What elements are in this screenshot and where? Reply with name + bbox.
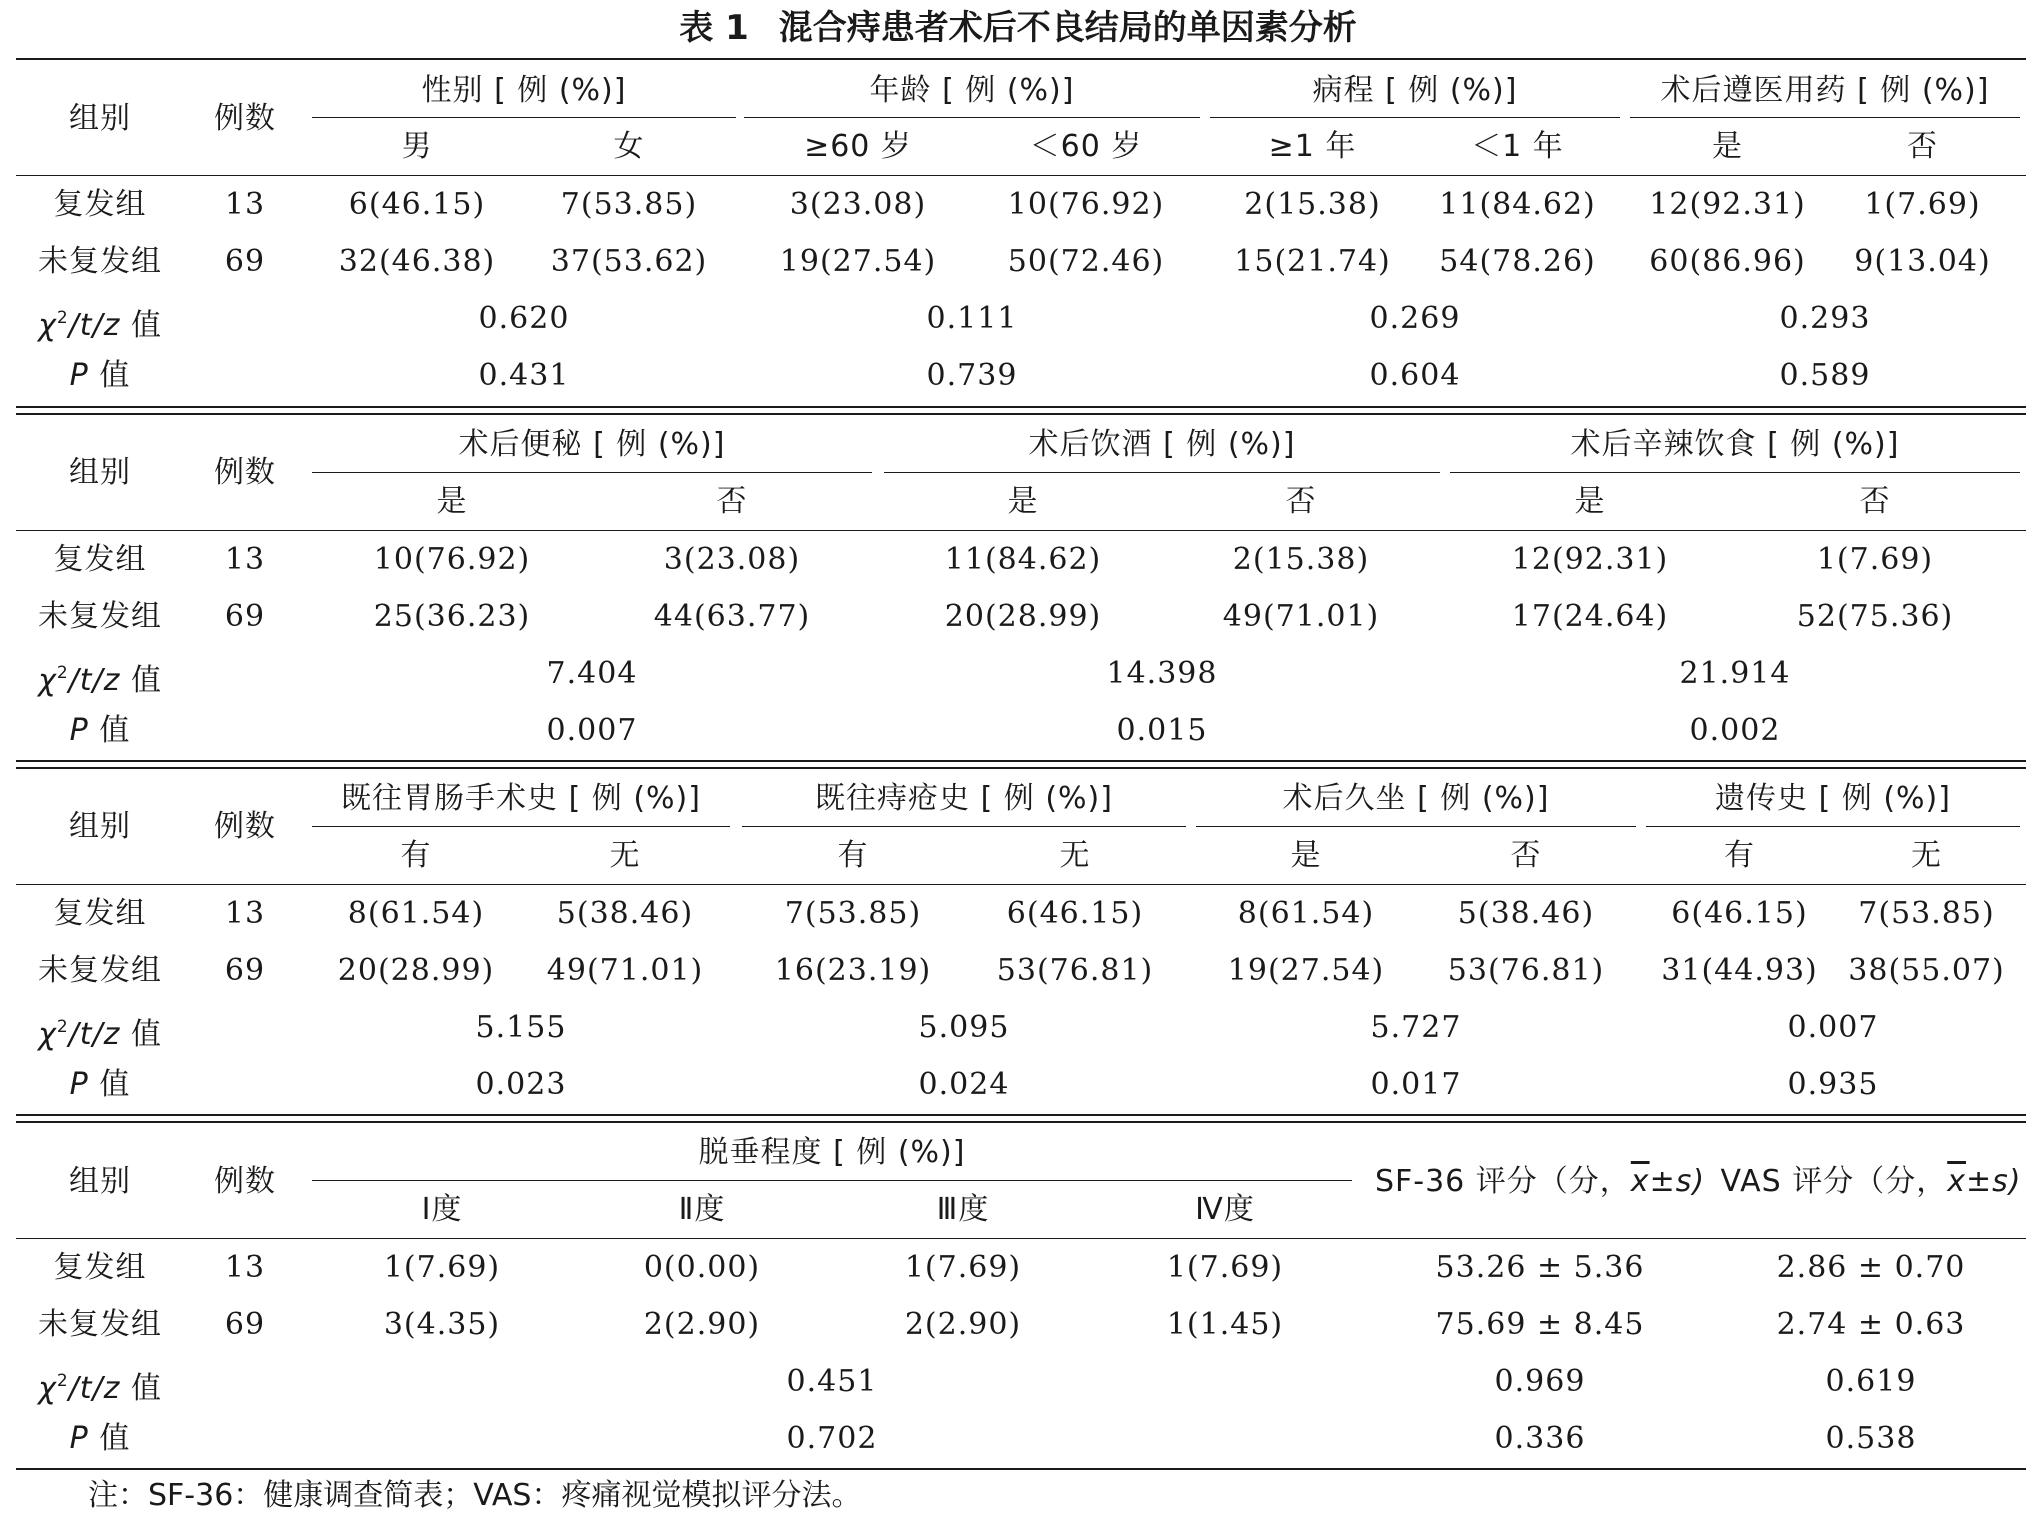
s4-sub-grade2: Ⅱ度 [678, 1192, 726, 1227]
s3-p-label: P 值 [69, 1067, 131, 1102]
section3-bottom-rule [16, 1114, 2026, 1116]
s1-header-medication: 术后遵医用药 [ 例 (%)] [1660, 73, 1990, 108]
section1-top-rule [16, 58, 2026, 60]
table-cell: 3(23.08) [663, 542, 801, 577]
s2-header-spicy: 术后辛辣饮食 [ 例 (%)] [1570, 427, 1900, 462]
s2-header-alcohol: 术后饮酒 [ 例 (%)] [1028, 427, 1296, 462]
table-bottom-rule [16, 1468, 2026, 1470]
table-cell: 7(53.85) [784, 896, 922, 931]
table-cell: 1(7.69) [1816, 542, 1934, 577]
table-cell: 2(2.90) [643, 1307, 761, 1342]
s1-p-sex: 0.431 [478, 358, 570, 393]
s3-sub-gi-no: 无 [609, 838, 641, 873]
table-cell: 50(72.46) [1007, 244, 1165, 279]
s3-stat-heredity: 0.007 [1787, 1010, 1879, 1045]
s2-p-alcohol: 0.015 [1116, 713, 1208, 748]
s3-stat-label: $\chi^2/t/z$ 值 [38, 1017, 162, 1052]
table-cell: 31(44.93) [1661, 953, 1818, 988]
s1-stat-sex: 0.620 [478, 301, 570, 336]
s1-stat-medication: 0.293 [1779, 301, 1871, 336]
table-cell: 52(75.36) [1796, 599, 1954, 634]
table-number: 表 1 [679, 8, 749, 48]
table-cell: 1(7.69) [383, 1250, 501, 1285]
table-footnote: 注：SF-36：健康调查简表；VAS：疼痛视觉模拟评分法。 [88, 1478, 862, 1513]
s3-row-recurrence-n: 13 [224, 896, 266, 931]
table-cell: 8(61.54) [1237, 896, 1375, 931]
s3-stat-hemo: 5.095 [918, 1010, 1010, 1045]
table-cell: 19(27.54) [779, 244, 937, 279]
s3-row-recurrence-label: 复发组 [53, 896, 147, 931]
s3-stat-gi: 5.155 [475, 1010, 567, 1045]
table-cell: 60(86.96) [1649, 244, 1806, 279]
s2-row-recurrence-label: 复发组 [53, 542, 147, 577]
table-cell: 5(38.46) [1457, 896, 1595, 931]
s3-sub-her-no: 无 [1911, 838, 1942, 873]
s3-row-nonrecurrence-label: 未复发组 [38, 953, 162, 988]
s4-header-vas: VAS 评分（分，$\overline{x}\pm s$) [1720, 1164, 2022, 1199]
s4-row-recurrence-n: 13 [224, 1250, 266, 1285]
s3-p-sedentary: 0.017 [1370, 1067, 1462, 1102]
s3-sub-sed-yes: 是 [1290, 838, 1322, 873]
table-cell: 2(2.90) [904, 1307, 1022, 1342]
s2-p-label: P 值 [69, 713, 131, 748]
s3-header-sedentary: 术后久坐 [ 例 (%)] [1282, 781, 1550, 816]
s2-row-nonrecurrence-n: 69 [224, 599, 266, 634]
table-cell: 7(53.85) [1858, 896, 1995, 931]
s2-row-nonrecurrence-label: 未复发组 [38, 599, 162, 634]
s1-p-age: 0.739 [926, 358, 1018, 393]
s1-row-nonrecurrence-label: 未复发组 [38, 244, 162, 279]
table-title-text: 混合痔患者术后不良结局的单因素分析 [778, 8, 1357, 48]
s3-row-nonrecurrence-n: 69 [224, 953, 266, 988]
s3-count-header: 例数 [214, 809, 276, 844]
s3-p-heredity: 0.935 [1787, 1067, 1879, 1102]
s3-sub-gi-yes: 有 [400, 838, 432, 873]
table-cell: 10(76.92) [373, 542, 531, 577]
s3-sub-sed-no: 否 [1510, 838, 1542, 873]
table-cell: 20(28.99) [337, 953, 495, 988]
table-cell: 1(7.69) [1864, 187, 1981, 222]
s2-count-header: 例数 [214, 455, 276, 490]
s2-stat-constipation: 7.404 [546, 656, 638, 691]
s3-stat-sedentary: 5.727 [1370, 1010, 1462, 1045]
s1-p-duration: 0.604 [1369, 358, 1461, 393]
s1-p-label: P 值 [69, 358, 131, 393]
table-cell: 1(7.69) [904, 1250, 1022, 1285]
s4-stat-vas: 0.619 [1825, 1364, 1917, 1399]
s2-group-header: 组别 [69, 455, 131, 490]
s1-row-recurrence-n: 13 [224, 187, 266, 222]
table-cell: 54(78.26) [1439, 244, 1596, 279]
s4-row-nonrecurrence-label: 未复发组 [38, 1307, 162, 1342]
s2-sub-spicy-no: 否 [1859, 484, 1891, 519]
table-cell: 37(53.62) [550, 244, 708, 279]
table-cell: 1(1.45) [1166, 1307, 1284, 1342]
s1-row-nonrecurrence-n: 69 [224, 244, 266, 279]
table-cell: 2.74 ± 0.63 [1776, 1307, 1966, 1342]
s1-sub-dur-ge1: ≥1 年 [1268, 129, 1357, 164]
table-cell: 53(76.81) [996, 953, 1154, 988]
s4-row-nonrecurrence-n: 69 [224, 1307, 266, 1342]
table-cell: 12(92.31) [1511, 542, 1669, 577]
table-cell: 17(24.64) [1511, 599, 1669, 634]
table-cell: 32(46.38) [338, 244, 496, 279]
s1-header-duration: 病程 [ 例 (%)] [1312, 73, 1518, 108]
table-cell: 10(76.92) [1007, 187, 1165, 222]
table-cell: 19(27.54) [1227, 953, 1385, 988]
s1-sub-age-ge60: ≥60 岁 [804, 129, 912, 164]
s1-group-header: 组别 [69, 101, 131, 136]
table-cell: 11(84.62) [1439, 187, 1596, 222]
table-cell: 2(15.38) [1232, 542, 1370, 577]
s1-stat-label: $\chi^2/t/z$ 值 [38, 308, 162, 343]
table-cell: 2(15.38) [1244, 187, 1381, 222]
s3-p-hemo: 0.024 [918, 1067, 1010, 1102]
table-cell: 6(46.15) [348, 187, 486, 222]
s1-p-medication: 0.589 [1779, 358, 1871, 393]
table-cell: 75.69 ± 8.45 [1435, 1307, 1645, 1342]
s1-sub-med-no: 否 [1907, 129, 1938, 164]
s3-header-heredity: 遗传史 [ 例 (%)] [1715, 781, 1951, 816]
table-cell: 49(71.01) [1222, 599, 1380, 634]
s4-sub-grade1: Ⅰ度 [421, 1192, 463, 1227]
table-cell: 0(0.00) [643, 1250, 761, 1285]
table-cell: 49(71.01) [546, 953, 704, 988]
table-title [0, 4, 2036, 52]
section2-bottom-rule [16, 760, 2026, 762]
s4-p-sf36: 0.336 [1494, 1421, 1586, 1456]
s1-row-recurrence-label: 复发组 [53, 187, 147, 222]
table-cell: 2.86 ± 0.70 [1776, 1250, 1966, 1285]
section3-top-rule [16, 767, 2026, 769]
table-cell: 53(76.81) [1447, 953, 1605, 988]
table-cell: 25(36.23) [373, 599, 531, 634]
s4-count-header: 例数 [214, 1164, 276, 1199]
s2-p-spicy: 0.002 [1689, 713, 1781, 748]
table-cell: 16(23.19) [774, 953, 932, 988]
s4-group-header: 组别 [69, 1164, 131, 1199]
s1-header-age: 年龄 [ 例 (%)] [869, 73, 1075, 108]
s2-stat-spicy: 21.914 [1679, 656, 1791, 691]
table-cell: 3(23.08) [789, 187, 927, 222]
section4-top-rule [16, 1121, 2026, 1123]
s1-stat-duration: 0.269 [1369, 301, 1461, 336]
table-cell: 44(63.77) [653, 599, 811, 634]
s1-sub-male: 男 [401, 129, 433, 164]
section2-top-rule [16, 413, 2026, 415]
s4-sub-grade4: Ⅳ度 [1195, 1192, 1255, 1227]
s2-header-constipation: 术后便秘 [ 例 (%)] [458, 427, 726, 462]
s2-stat-label: $\chi^2/t/z$ 值 [38, 663, 162, 698]
s1-stat-age: 0.111 [926, 301, 1018, 336]
s3-sub-her-yes: 有 [1724, 838, 1755, 873]
table-cell: 1(7.69) [1166, 1250, 1284, 1285]
s2-sub-spicy-yes: 是 [1574, 484, 1606, 519]
s2-stat-alcohol: 14.398 [1106, 656, 1218, 691]
s4-header-sf36: SF-36 评分（分，$\overline{x}\pm s$) [1374, 1164, 1706, 1199]
s4-p-vas: 0.538 [1825, 1421, 1917, 1456]
table-cell: 7(53.85) [560, 187, 698, 222]
s3-sub-hemo-yes: 有 [837, 838, 869, 873]
table-cell: 38(55.07) [1848, 953, 2005, 988]
section1-bottom-rule [16, 406, 2026, 408]
table-cell: 15(21.74) [1234, 244, 1391, 279]
table-cell: 3(4.35) [383, 1307, 501, 1342]
table-cell: 5(38.46) [556, 896, 694, 931]
s1-header-sex: 性别 [ 例 (%)] [421, 73, 627, 108]
table-cell: 20(28.99) [944, 599, 1102, 634]
s1-sub-dur-lt1: ＜1 年 [1471, 129, 1564, 164]
s2-row-recurrence-n: 13 [224, 542, 266, 577]
table-cell: 11(84.62) [944, 542, 1102, 577]
s4-sub-grade3: Ⅲ度 [936, 1192, 990, 1227]
table-cell: 12(92.31) [1649, 187, 1806, 222]
s1-sub-med-yes: 是 [1712, 129, 1743, 164]
s1-count-header: 例数 [214, 101, 276, 136]
s2-sub-alc-yes: 是 [1007, 484, 1039, 519]
s1-sub-age-lt60: ＜60 岁 [1029, 129, 1143, 164]
table-cell: 9(13.04) [1854, 244, 1991, 279]
s2-sub-const-yes: 是 [436, 484, 468, 519]
s1-sub-female: 女 [613, 129, 645, 164]
s3-p-gi: 0.023 [475, 1067, 567, 1102]
s4-row-recurrence-label: 复发组 [53, 1250, 147, 1285]
table-cell: 8(61.54) [347, 896, 485, 931]
s4-p-prolapse: 0.702 [786, 1421, 878, 1456]
table-cell: 6(46.15) [1006, 896, 1144, 931]
s4-stat-prolapse: 0.451 [786, 1364, 878, 1399]
s3-header-gi-surgery: 既往胃肠手术史 [ 例 (%)] [341, 781, 701, 816]
s4-stat-sf36: 0.969 [1494, 1364, 1586, 1399]
s3-header-hemorrhoid-history: 既往痔疮史 [ 例 (%)] [815, 781, 1113, 816]
table-cell: 53.26 ± 5.36 [1435, 1250, 1645, 1285]
s3-sub-hemo-no: 无 [1059, 838, 1091, 873]
s2-p-constipation: 0.007 [546, 713, 638, 748]
s4-p-label: P 值 [69, 1421, 131, 1456]
s2-sub-alc-no: 否 [1285, 484, 1317, 519]
s3-group-header: 组别 [69, 809, 131, 844]
s2-sub-const-no: 否 [716, 484, 748, 519]
table-cell: 6(46.15) [1671, 896, 1808, 931]
s4-header-prolapse: 脱垂程度 [ 例 (%)] [698, 1135, 966, 1170]
s4-stat-label: $\chi^2/t/z$ 值 [38, 1371, 162, 1406]
